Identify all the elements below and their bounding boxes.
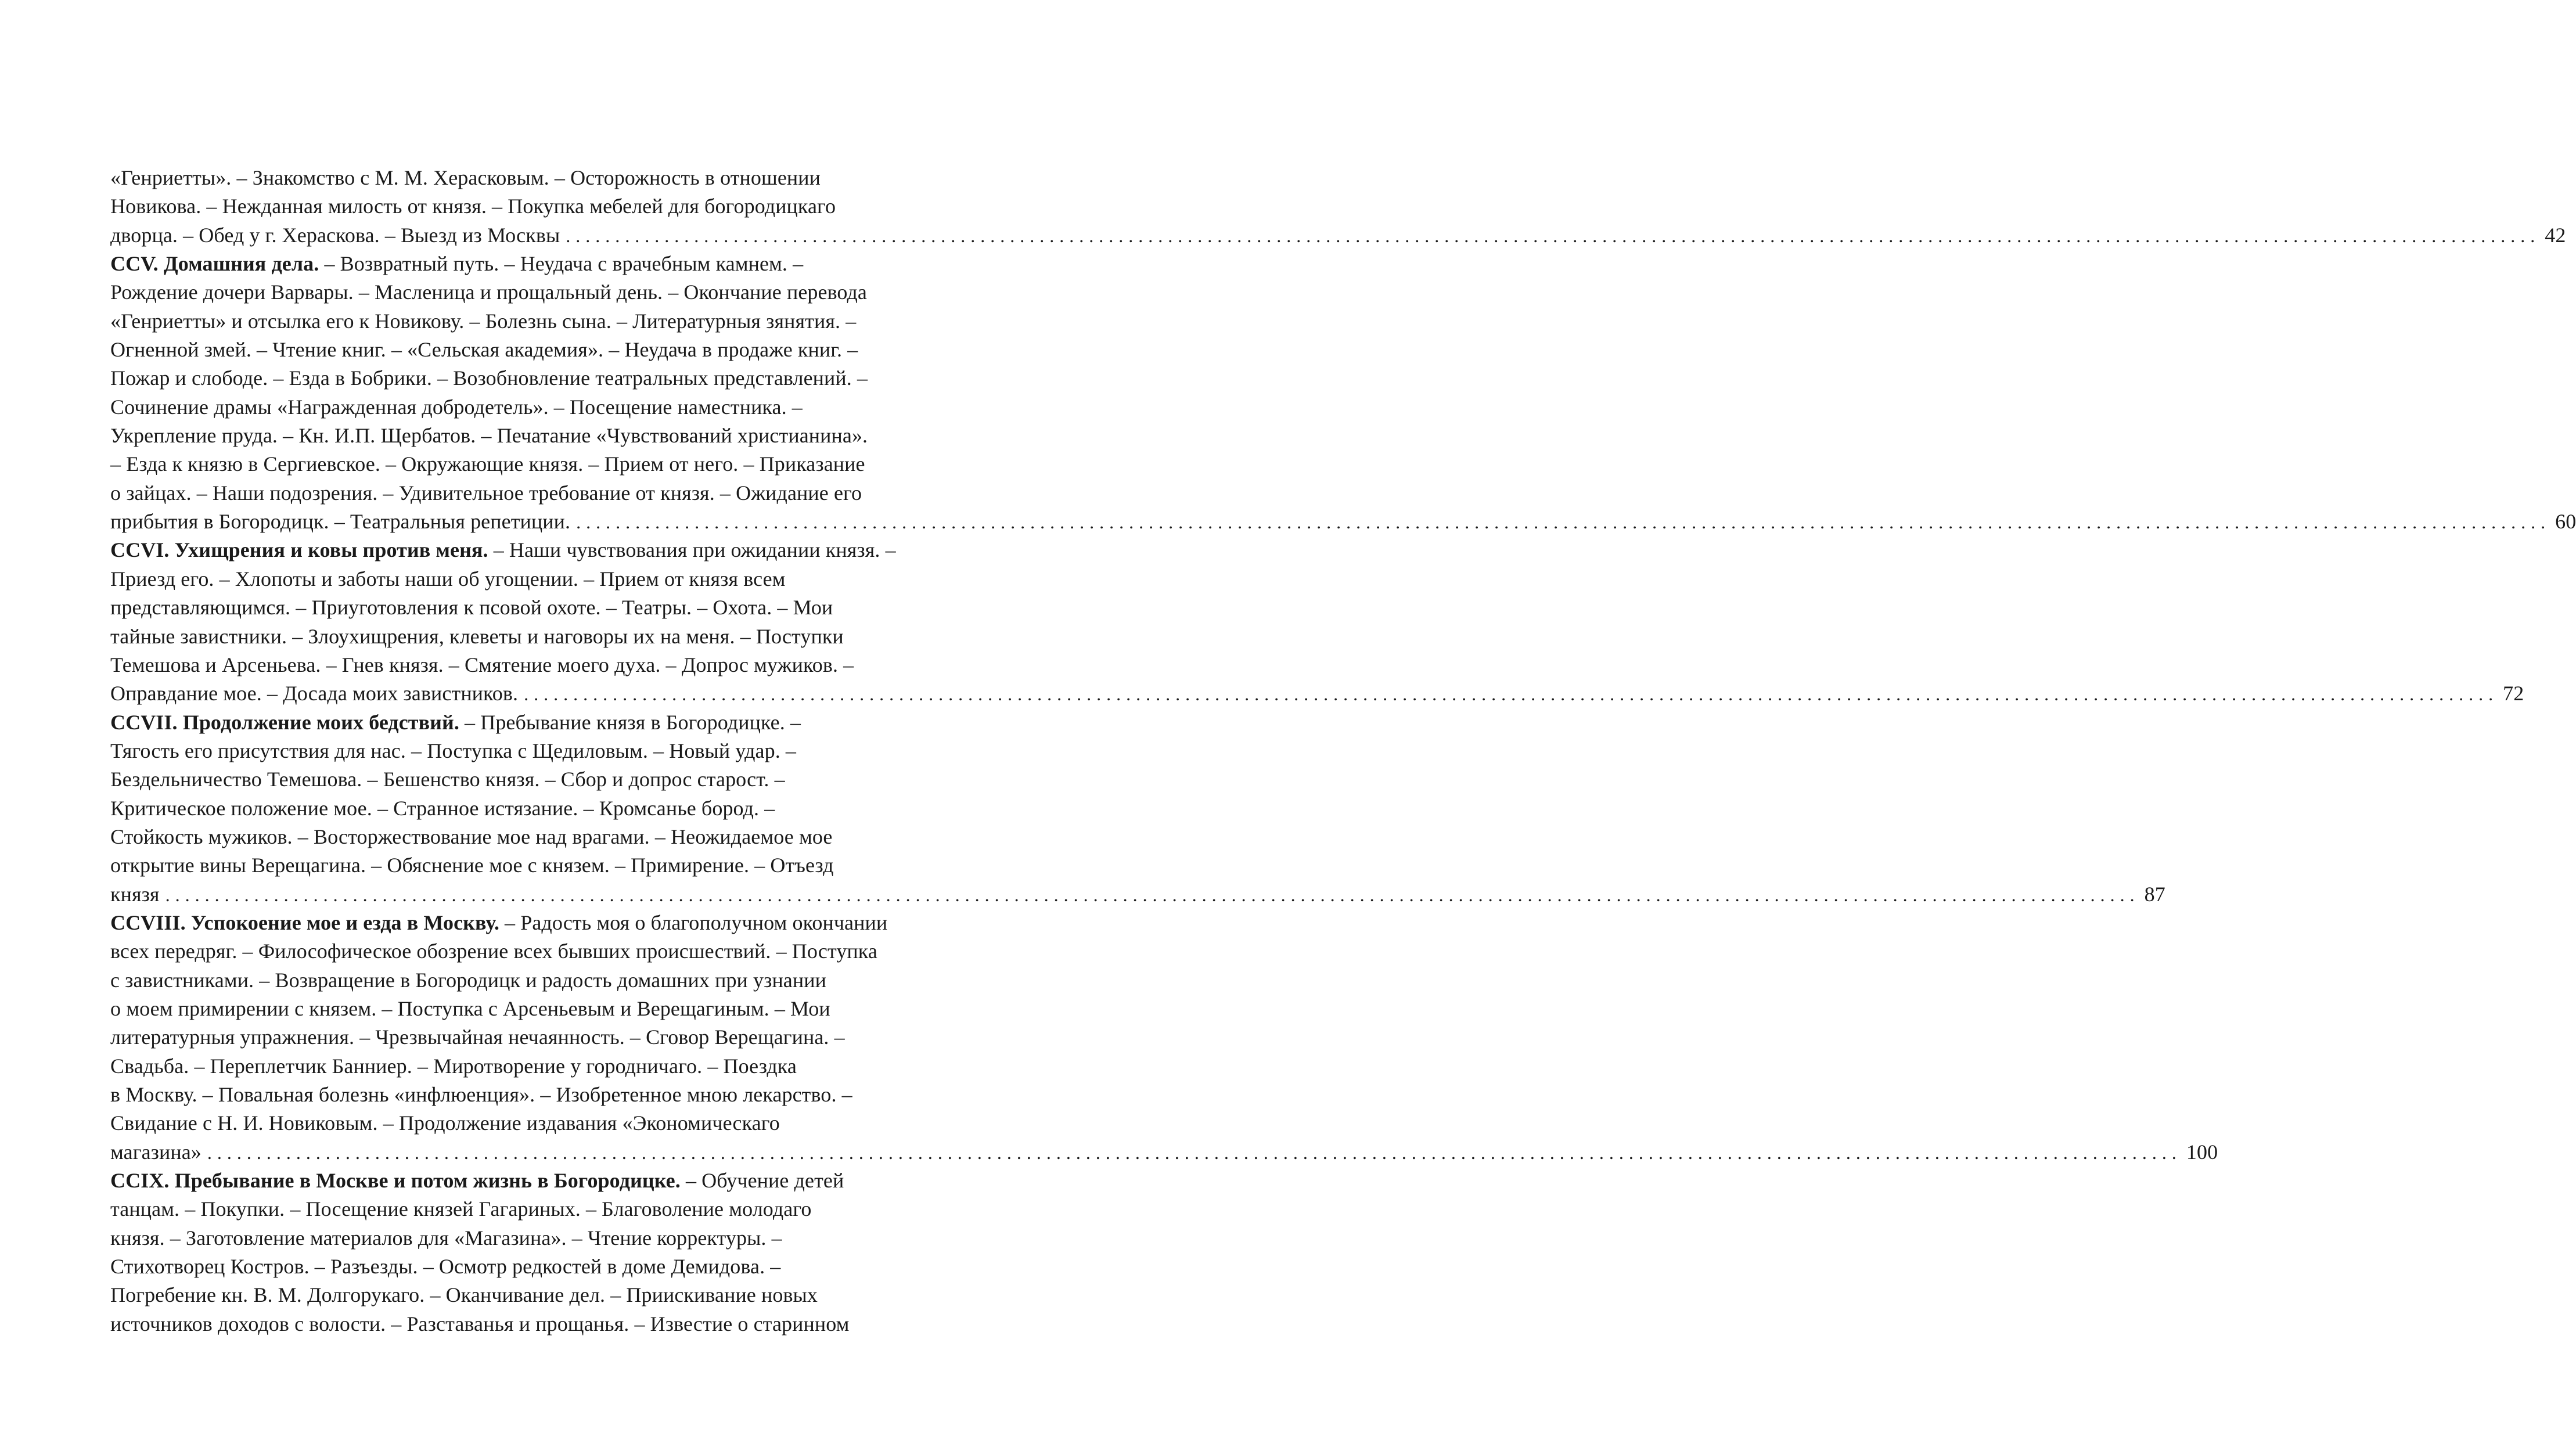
chapter-summary-text: дворца. – Обед у г. Хераскова. – Выезд из Москвы [110,223,560,247]
toc-line-text [110,166,821,189]
toc-line [110,393,1000,422]
toc-line [110,536,1000,564]
toc-line [110,593,1000,622]
chapter-summary-text: всех передряг. – Философическое обозрение всех бывших происшествий. – Поступка [110,940,877,963]
toc-line [110,995,1000,1023]
toc-line-text [110,711,801,734]
table-of-contents [110,164,2576,1338]
toc-line [110,278,1000,307]
chapter-summary-text: литературныя упражнения. – Чрезвычайная нечаянность. – Сговор Верещагина. – [110,1025,845,1049]
chapter-summary-text: – Возвратный путь. – Неудача с врачебным камнем. – [319,252,804,276]
chapter-summary-text: – Обучение детей [680,1169,844,1193]
toc-line [110,708,1000,737]
toc-line [110,737,1000,765]
toc-line-text [110,825,832,848]
toc-line-text [110,280,867,304]
dot-leader: ........................................................................................................................................................................................................ [566,225,2541,246]
toc-line [110,1052,1000,1081]
chapter-summary-text: – Радость моя о благополучном окончании [499,910,888,934]
toc-entry [110,536,2524,708]
toc-line-text [110,1312,850,1336]
toc-line-text [110,338,858,361]
toc-line-text [110,366,868,390]
toc-line-text [110,1283,818,1306]
toc-line-text [110,997,830,1020]
chapter-summary-text: Погребение кн. В. М. Долгорукаго. – Оканчивание дел. – Приискивание новых [110,1283,818,1307]
chapter-summary-text: Критическое положение мое. – Странное истязание. – Кромсанье бород. – [110,796,775,820]
toc-line-text [110,452,865,476]
toc-line [110,1023,1000,1052]
chapter-summary-text: Рождение дочери Варвары. – Масленица и прощальный день. – Окончание перевода [110,280,867,304]
toc-entry [110,1167,1000,1338]
chapter-summary-text: князя [110,882,160,906]
toc-line-text [110,252,803,275]
chapter-heading: CCVI. Ухищрения и ковы против меня. [110,538,488,562]
toc-line [110,679,2524,708]
chapter-summary-text: прибытия в Богородицк. – Театральныя репетиции. [110,510,571,534]
toc-entry [110,250,2576,536]
toc-entry [110,164,2566,250]
chapter-heading: CCVII. Продолжение моих бедствий. [110,710,459,734]
dot-leader: ........................................................................................................................................................................................................ [165,884,2140,905]
page-number: 60 [2555,510,2576,534]
toc-line [110,937,1000,966]
toc-line-text [110,911,887,934]
toc-line-text [110,538,896,561]
toc-line [110,1310,1000,1338]
chapter-summary-text: Свадьба. – Переплетчик Банниер. – Миротворение у городничаго. – Поездка [110,1054,797,1078]
chapter-summary-text: о зайцах. – Наши подозрения. – Удивительное требование от князя. – Ожидание его [110,481,862,505]
toc-line [110,1224,1000,1252]
toc-line-text [110,854,834,877]
toc-line-text [110,395,803,419]
toc-line [110,307,1000,336]
toc-line [110,164,1000,192]
toc-line-text [110,481,862,505]
page-number: 42 [2545,223,2566,247]
toc-line [110,909,1000,937]
toc-line-text [110,1169,844,1192]
toc-line [110,851,1000,880]
toc-line [110,479,1000,507]
chapter-summary-text: Свидание с Н. И. Новиковым. – Продолжение издавания «Экономическаго [110,1111,780,1135]
toc-line [110,450,1000,478]
chapter-summary-text: открытие вины Верещагина. – Обяснение мое с князем. – Примирение. – Отъезд [110,854,834,877]
toc-line [110,880,2165,909]
toc-line [110,1252,1000,1281]
chapter-summary-text: тайные завистники. – Злоухищрения, клеветы и наговоры их на меня. – Поступки [110,624,844,648]
toc-line [110,1109,1000,1138]
dot-leader: ........................................................................................................................................................................................................ [524,683,2499,705]
chapter-summary-text: о моем примирении с князем. – Поступка с Арсеньевым и Верещагиным. – Мои [110,996,830,1020]
toc-line-text [110,653,854,676]
dot-leader: ........................................................................................................................................................................................................ [576,512,2551,533]
chapter-summary-text: Огненной змей. – Чтение книг. – «Сельская академия». – Неудача в продаже книг. – [110,338,858,362]
toc-line [110,794,1000,823]
toc-line-text [110,1226,782,1250]
chapter-summary-text: магазина» [110,1140,202,1164]
toc-line [110,823,1000,851]
toc-line [110,422,1000,450]
toc-line [110,221,2566,250]
chapter-summary-text: Сочинение драмы «Награжденная добродетель». – Посещение наместника. – [110,395,803,419]
toc-line-text [110,1255,780,1278]
toc-line [110,364,1000,393]
toc-line-text [110,507,570,536]
dot-leader: ........................................................................................................................................................................................................ [207,1142,2182,1163]
toc-line-text [110,1111,780,1135]
chapter-summary-text: Оправдание мое. – Досада моих завистников. [110,682,519,705]
chapter-summary-text: с завистниками. – Возвращение в Богородицк и радость домашних при узнании [110,968,826,992]
chapter-summary-text: танцам. – Покупки. – Посещение князей Гагариных. – Благоволение молодаго [110,1197,812,1221]
toc-line-text [110,797,775,820]
chapter-summary-text: Пожар и слободе. – Езда в Бобрики. – Возобновление театральных представлений. – [110,366,868,390]
toc-line-text [110,940,877,963]
page-number: 72 [2503,682,2524,705]
toc-line [110,192,1000,221]
page-number: 100 [2186,1140,2218,1164]
toc-line [110,565,1000,593]
chapter-summary-text: Приезд его. – Хлопоты и заботы наши об угощении. – Прием от князя всем [110,567,786,591]
toc-line-text [110,1197,811,1221]
page-number: 87 [2144,882,2165,906]
toc-line-text [110,195,836,218]
chapter-summary-text: источников доходов с волости. – Разставанья и прощанья. – Известие о старинном [110,1312,850,1336]
toc-line-text [110,768,785,791]
toc-line-text [110,880,160,909]
toc-line [110,765,1000,794]
chapter-summary-text: – Наши чувствования при ожидании князя. – [488,538,896,562]
toc-entry [110,708,2165,909]
chapter-summary-text: представляющимся. – Приуготовления к псовой охоте. – Театры. – Охота. – Мои [110,596,833,620]
chapter-heading: CCV. Домашния дела. [110,252,319,276]
toc-line-text [110,739,796,762]
chapter-heading: CCVIII. Успокоение мое и езда в Москву. [110,910,499,934]
chapter-summary-text: – Езда к князю в Сергиевское. – Окружающие князя. – Прием от него. – Приказание [110,452,865,476]
toc-line-text [110,424,868,447]
toc-line [110,1195,1000,1223]
toc-line-text [110,596,833,619]
chapter-summary-text: Бездельничество Темешова. – Бешенство князя. – Сбор и допрос старост. – [110,768,785,791]
chapter-summary-text: – Пребывание князя в Богородицке. – [459,710,801,734]
toc-line-text [110,1025,845,1049]
chapter-summary-text: Стихотворец Костров. – Разъезды. – Осмотр редкостей в доме Демидова. – [110,1255,781,1279]
toc-line [110,336,1000,364]
toc-line-text [110,221,560,250]
toc-line [110,622,1000,651]
chapter-summary-text: Укрепление пруда. – Кн. И.П. Щербатов. – Печатание «Чувствований христианина». [110,424,868,448]
toc-line-text [110,1054,797,1078]
toc-line [110,1281,1000,1309]
chapter-summary-text: Новикова. – Нежданная милость от князя. – Покупка мебелей для богородицкаго [110,195,836,218]
toc-line-text [110,625,844,648]
toc-line [110,250,1000,278]
toc-line [110,507,2576,536]
toc-line [110,1167,1000,1195]
chapter-summary-text: Тягость его присутствия для нас. – Поступка с Щедиловым. – Новый удар. – [110,739,797,762]
toc-line [110,1081,1000,1109]
chapter-summary-text: «Генриетты» и отсылка его к Новикову. – Болезнь сына. – Литературныя зянятия. – [110,309,857,333]
toc-line-text [110,567,786,591]
toc-entry [110,909,2218,1167]
toc-line [110,966,1000,995]
toc-line-text [110,1138,202,1167]
chapter-summary-text: Темешова и Арсеньева. – Гнев князя. – Смятение моего духа. – Допрос мужиков. – [110,653,854,676]
chapter-summary-text: «Генриетты». – Знакомство с М. М. Херасковым. – Осторожность в отношении [110,166,821,189]
chapter-heading: CCIX. Пребывание в Москве и потом жизнь в Богородицке. [110,1169,681,1193]
toc-line [110,651,1000,679]
chapter-summary-text: Стойкость мужиков. – Восторжествование мое над врагами. – Неожидаемое мое [110,825,833,848]
toc-line-text [110,679,518,708]
toc-line-text [110,969,826,992]
chapter-summary-text: в Москву. – Повальная болезнь «инфлюенция». – Изобретенное мною лекарство. – [110,1083,852,1106]
toc-line-text [110,309,856,333]
chapter-summary-text: князя. – Заготовление материалов для «Магазина». – Чтение корректуры. – [110,1226,782,1250]
toc-line [110,1138,2218,1167]
toc-line-text [110,1083,852,1106]
